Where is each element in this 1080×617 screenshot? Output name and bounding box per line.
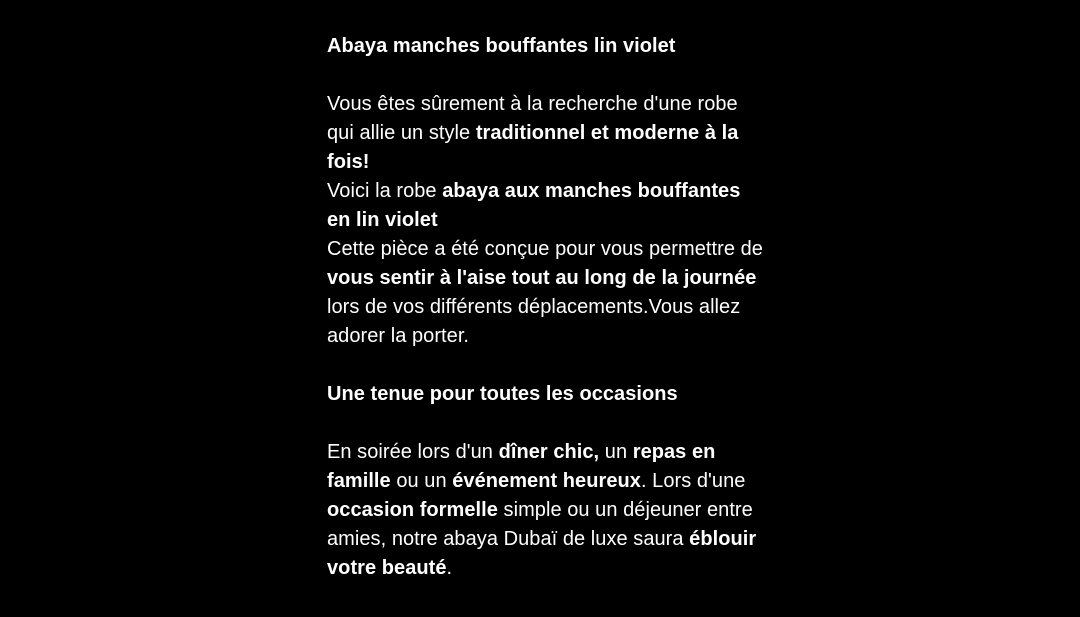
intro-paragraph-2: Voici la robe abaya aux manches bouffantes en lin violet xyxy=(327,180,741,231)
occasions-paragraph: En soirée lors d'un dîner chic, un repas en famille ou un événement heureux. Lors d'une occasion formelle simple ou un déjeuner entre amies, notre abaya Dubaï de luxe saura éblouir votre beauté. xyxy=(327,441,757,579)
spacer xyxy=(327,61,767,90)
product-title: Abaya manches bouffantes lin violet xyxy=(327,35,676,57)
spacer xyxy=(327,409,767,438)
intro-paragraph-3: Cette pièce a été conçue pour vous permettre de vous sentir à l'aise tout au long de la journée lors de vos différents déplacements.Vous allez adorer la porter. xyxy=(327,238,763,347)
spacer xyxy=(327,351,767,380)
product-description xyxy=(327,32,767,583)
intro-paragraph-1: Vous êtes sûrement à la recherche d'une robe qui allie un style traditionnel et moderne à la fois! xyxy=(327,93,739,173)
section-heading: Une tenue pour toutes les occasions xyxy=(327,383,678,405)
